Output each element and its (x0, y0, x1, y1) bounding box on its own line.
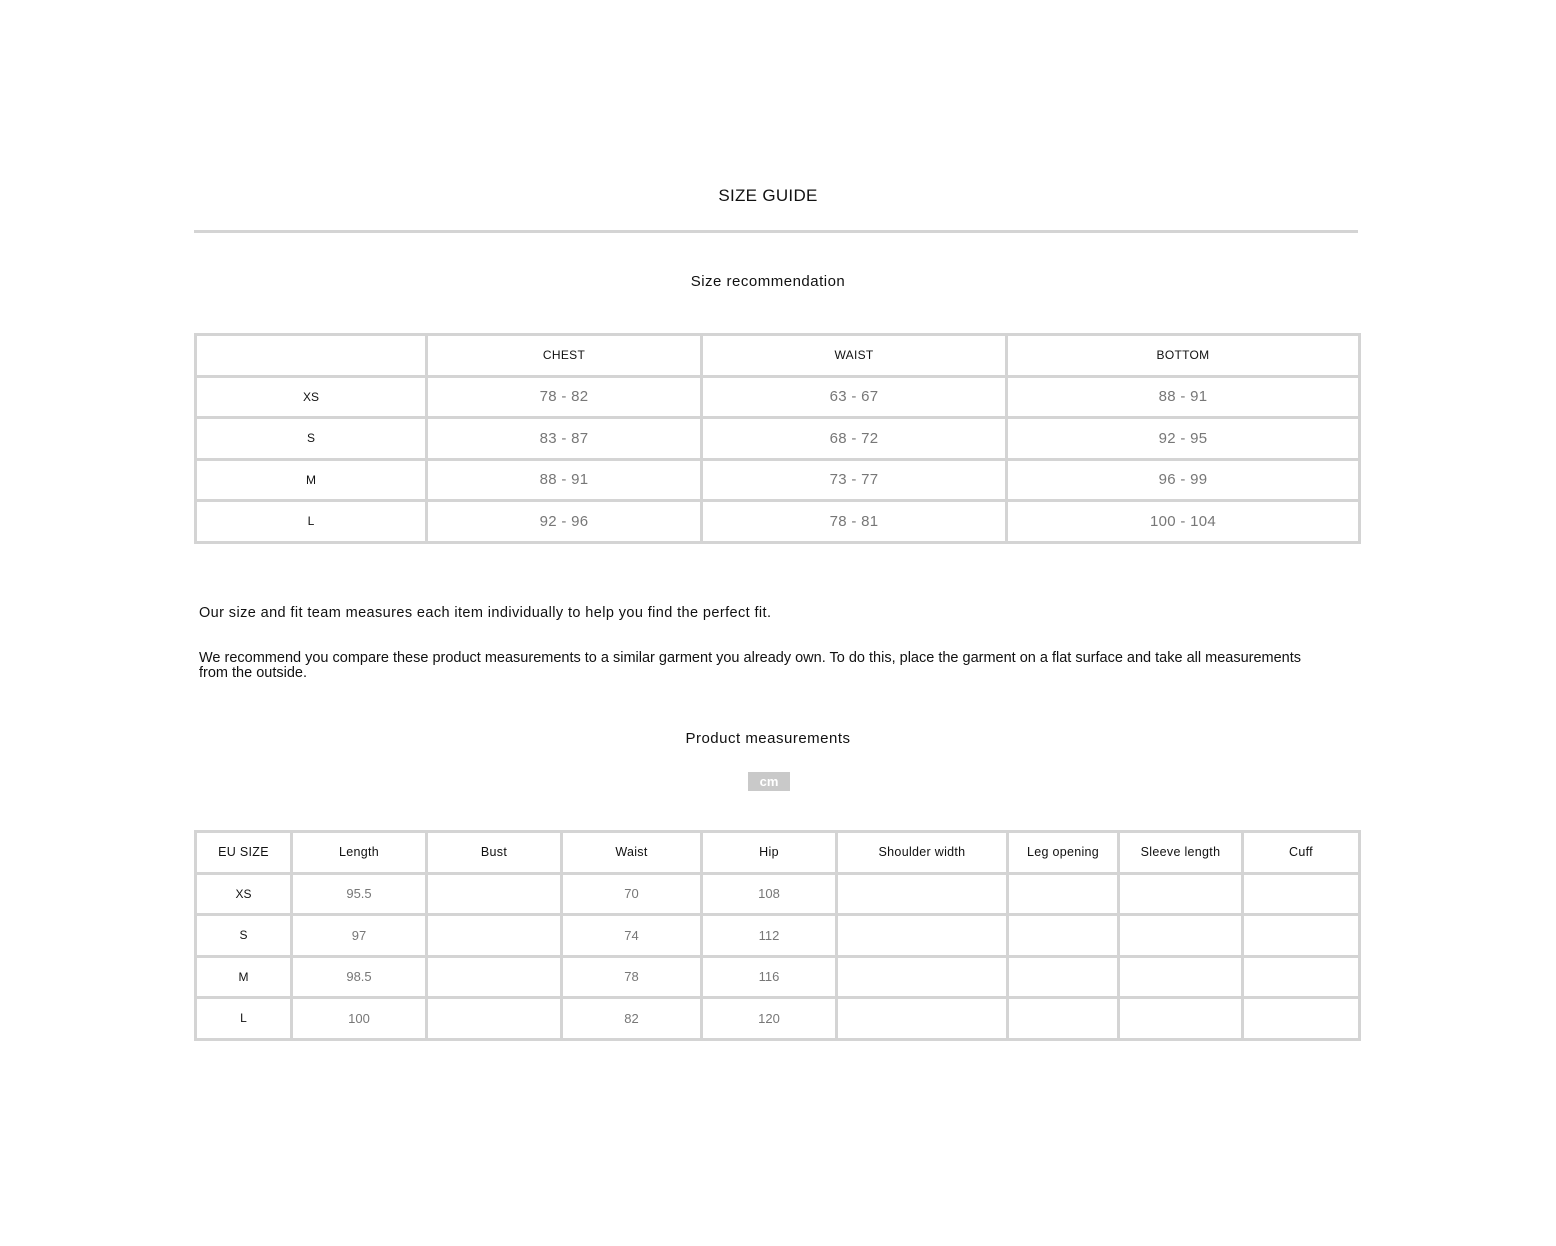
bust-value (427, 998, 562, 1040)
sleeve-length-value (1119, 873, 1243, 915)
shoulder-width-value (837, 998, 1008, 1040)
measurement-instructions: We recommend you compare these product measurements to a similar garment you already own. To do this, place the garment on a flat surface and take all measurements from the outside. (199, 650, 1302, 681)
bust-value (427, 915, 562, 957)
column-header-length: Length (292, 832, 427, 874)
table-row (196, 873, 1360, 915)
table-row (196, 915, 1360, 957)
table-header-row (196, 832, 1360, 874)
size-label: M (196, 956, 292, 998)
column-header-size (196, 335, 427, 377)
waist-value: 73 - 77 (702, 459, 1007, 501)
column-header-leg-opening: Leg opening (1008, 832, 1119, 874)
hip-value: 120 (702, 998, 837, 1040)
sleeve-length-value (1119, 956, 1243, 998)
column-header-cuff: Cuff (1243, 832, 1360, 874)
column-header-shoulder-width: Shoulder width (837, 832, 1008, 874)
product-measurements-title: Product measurements (685, 730, 851, 747)
hip-value: 112 (702, 915, 837, 957)
table-header-row (196, 335, 1360, 377)
size-label: L (196, 998, 292, 1040)
waist-value: 74 (562, 915, 702, 957)
title-divider (194, 230, 1358, 233)
waist-value: 82 (562, 998, 702, 1040)
size-label: XS (196, 376, 427, 418)
cuff-value (1243, 873, 1360, 915)
column-header-eu-size: EU SIZE (196, 832, 292, 874)
column-header-hip: Hip (702, 832, 837, 874)
cuff-value (1243, 956, 1360, 998)
waist-value: 78 - 81 (702, 501, 1007, 543)
chest-value: 78 - 82 (427, 376, 702, 418)
column-header-chest: CHEST (427, 335, 702, 377)
bottom-value: 96 - 99 (1007, 459, 1360, 501)
size-label: L (196, 501, 427, 543)
chest-value: 92 - 96 (427, 501, 702, 543)
product-measurements-table (194, 830, 1361, 1041)
shoulder-width-value (837, 873, 1008, 915)
length-value: 95.5 (292, 873, 427, 915)
table-row (196, 418, 1360, 460)
cuff-value (1243, 998, 1360, 1040)
column-header-waist: Waist (562, 832, 702, 874)
table-row (196, 459, 1360, 501)
page-title: SIZE GUIDE (718, 186, 818, 205)
waist-value: 70 (562, 873, 702, 915)
column-header-bust: Bust (427, 832, 562, 874)
leg-opening-value (1008, 998, 1119, 1040)
bust-value (427, 873, 562, 915)
leg-opening-value (1008, 873, 1119, 915)
fit-team-note: Our size and fit team measures each item individually to help you find the perfect fit. (199, 605, 772, 621)
sleeve-length-value (1119, 915, 1243, 957)
table-row (196, 501, 1360, 543)
leg-opening-value (1008, 956, 1119, 998)
length-value: 98.5 (292, 956, 427, 998)
size-label: M (196, 459, 427, 501)
bottom-value: 100 - 104 (1007, 501, 1360, 543)
sleeve-length-value (1119, 998, 1243, 1040)
size-recommendation-title: Size recommendation (690, 273, 846, 290)
leg-opening-value (1008, 915, 1119, 957)
size-label: XS (196, 873, 292, 915)
size-label: S (196, 418, 427, 460)
bottom-value: 92 - 95 (1007, 418, 1360, 460)
column-header-sleeve-length: Sleeve length (1119, 832, 1243, 874)
length-value: 100 (292, 998, 427, 1040)
waist-value: 68 - 72 (702, 418, 1007, 460)
bust-value (427, 956, 562, 998)
table-row (196, 956, 1360, 998)
chest-value: 83 - 87 (427, 418, 702, 460)
length-value: 97 (292, 915, 427, 957)
hip-value: 116 (702, 956, 837, 998)
size-recommendation-table (194, 333, 1361, 544)
table-row (196, 376, 1360, 418)
waist-value: 63 - 67 (702, 376, 1007, 418)
unit-toggle-cm[interactable]: cm (748, 772, 790, 791)
shoulder-width-value (837, 915, 1008, 957)
hip-value: 108 (702, 873, 837, 915)
waist-value: 78 (562, 956, 702, 998)
column-header-waist: WAIST (702, 335, 1007, 377)
shoulder-width-value (837, 956, 1008, 998)
bottom-value: 88 - 91 (1007, 376, 1360, 418)
size-label: S (196, 915, 292, 957)
cuff-value (1243, 915, 1360, 957)
table-row (196, 998, 1360, 1040)
column-header-bottom: BOTTOM (1007, 335, 1360, 377)
chest-value: 88 - 91 (427, 459, 702, 501)
